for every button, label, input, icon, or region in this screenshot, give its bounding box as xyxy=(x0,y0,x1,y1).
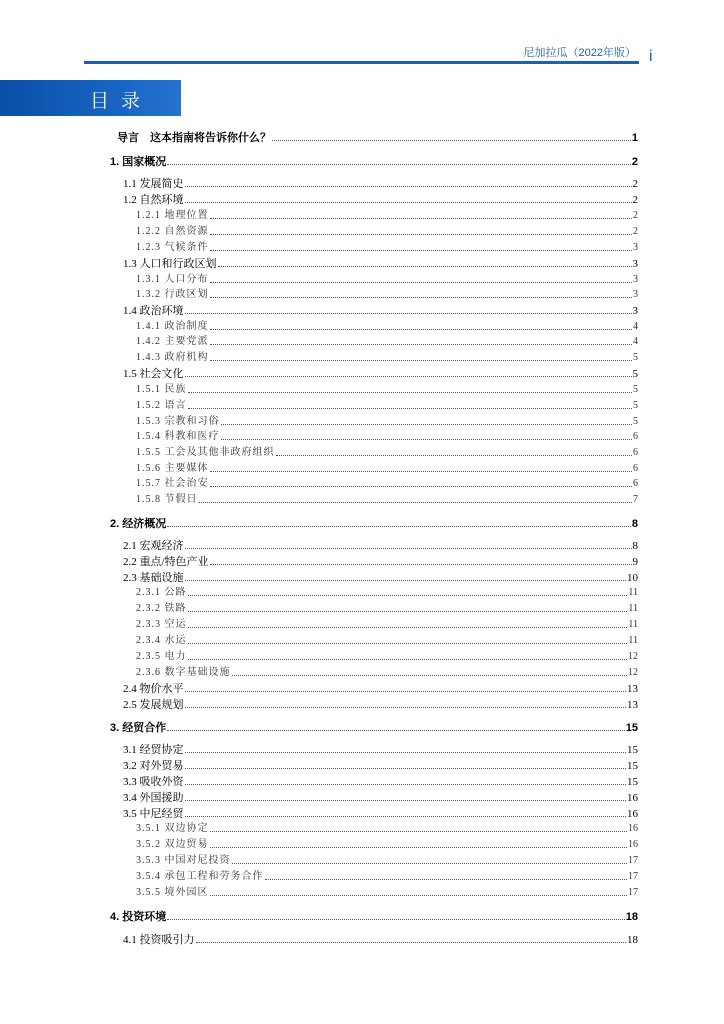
toc-entry[interactable] xyxy=(136,320,638,334)
toc-title: 目 录 xyxy=(90,90,144,112)
toc-dot-leader xyxy=(210,838,628,848)
toc-dot-leader xyxy=(185,571,627,581)
toc-entry-label: 1.5.2 语言 xyxy=(136,400,187,411)
toc-entry-label: 3.5.1 双边协定 xyxy=(136,823,209,834)
toc-entry-label: 2. 经济概况 xyxy=(110,518,167,530)
toc-entry-page: 13 xyxy=(627,699,638,711)
toc-dot-leader xyxy=(210,351,633,361)
toc-entry-page: 10 xyxy=(627,572,638,584)
toc-dot-leader xyxy=(185,193,632,203)
toc-entry-label: 3.4 外国援助 xyxy=(123,792,184,804)
toc-entry-label: 1.5.6 主要媒体 xyxy=(136,463,209,474)
toc-dot-leader xyxy=(210,273,633,283)
toc-entry[interactable] xyxy=(136,650,638,664)
toc-entry[interactable] xyxy=(136,602,638,616)
toc-entry-label: 1. 国家概况 xyxy=(110,156,167,168)
toc-entry[interactable] xyxy=(136,241,638,255)
toc-entry-label: 1.2 自然环境 xyxy=(123,194,184,206)
toc-entry-page: 15 xyxy=(627,776,638,788)
toc-entry-page: 3 xyxy=(632,258,638,270)
toc-dot-leader xyxy=(272,131,631,141)
toc-entry-page: 6 xyxy=(633,478,638,489)
header-divider xyxy=(84,61,639,64)
toc-entry[interactable] xyxy=(123,193,638,207)
toc-dot-leader xyxy=(210,477,633,487)
toc-entry-page: 9 xyxy=(632,556,638,568)
toc-entry-page: 2 xyxy=(632,194,638,206)
toc-entry-page: 4 xyxy=(633,321,638,332)
toc-entry-label: 4. 投资环境 xyxy=(110,911,167,923)
toc-dot-leader xyxy=(210,335,633,345)
toc-entry-page: 12 xyxy=(628,667,638,678)
toc-dot-leader xyxy=(221,415,633,425)
toc-dot-leader xyxy=(265,870,628,880)
toc-entry-label: 2.3.4 水运 xyxy=(136,635,187,646)
toc-dot-leader xyxy=(210,320,633,330)
toc-entry-page: 6 xyxy=(633,447,638,458)
toc-entry-page: 5 xyxy=(633,400,638,411)
toc-entry[interactable] xyxy=(123,682,638,696)
toc-entry[interactable] xyxy=(136,383,638,397)
toc-entry-label: 1.4.2 主要党派 xyxy=(136,336,209,347)
toc-entry-label: 3.1 经贸协定 xyxy=(123,744,184,756)
toc-entry-page: 11 xyxy=(628,635,638,646)
toc-entry-page: 3 xyxy=(632,305,638,317)
toc-entry-label: 1.5.5 工会及其他非政府组织 xyxy=(136,447,275,458)
toc-entry-page: 12 xyxy=(628,651,638,662)
toc-entry-page: 3 xyxy=(633,242,638,253)
toc-entry-page: 4 xyxy=(633,336,638,347)
toc-entry-page: 2 xyxy=(632,178,638,190)
toc-entry-page: 8 xyxy=(631,518,638,530)
toc-dot-leader xyxy=(232,854,628,864)
toc-dot-leader xyxy=(188,618,628,628)
toc-entry-page: 17 xyxy=(628,855,638,866)
toc-entry-label: 3.3 吸收外资 xyxy=(123,776,184,788)
toc-entry-page: 5 xyxy=(633,352,638,363)
toc-dot-leader xyxy=(188,650,628,660)
toc-entry[interactable] xyxy=(136,886,638,900)
toc-entry[interactable] xyxy=(136,225,638,239)
toc-entry[interactable] xyxy=(136,399,638,413)
toc-dot-leader xyxy=(167,517,631,527)
toc-dot-leader xyxy=(199,493,633,503)
toc-dot-leader xyxy=(196,933,627,943)
toc-dot-leader xyxy=(210,462,633,472)
toc-entry[interactable] xyxy=(136,430,638,444)
toc-entry-label: 2.3.1 公路 xyxy=(136,587,187,598)
toc-entry-page: 5 xyxy=(633,416,638,427)
toc-entry[interactable] xyxy=(123,775,638,789)
toc-entry-page: 2 xyxy=(633,210,638,221)
toc-entry-label: 2.3.6 数字基础设施 xyxy=(136,667,231,678)
toc-entry[interactable] xyxy=(136,854,638,868)
toc-entry-label: 1.2.1 地理位置 xyxy=(136,210,209,221)
toc-dot-leader xyxy=(185,304,632,314)
toc-entry-label: 1.5.8 节假日 xyxy=(136,494,198,505)
toc-entry-label: 2.3 基础设施 xyxy=(123,572,184,584)
toc-dot-leader xyxy=(210,886,628,896)
toc-dot-leader xyxy=(218,257,632,267)
toc-entry-label: 1.5.4 科教和医疗 xyxy=(136,431,220,442)
toc-entry[interactable] xyxy=(123,539,638,553)
toc-entry[interactable] xyxy=(123,257,638,271)
toc-dot-leader xyxy=(185,791,627,801)
toc-entry-label: 3.2 对外贸易 xyxy=(123,760,184,772)
toc-entry-label: 3. 经贸合作 xyxy=(110,722,167,734)
toc-entry[interactable] xyxy=(136,493,638,507)
toc-entry-label: 3.5 中尼经贸 xyxy=(123,808,184,820)
toc-entry-page: 8 xyxy=(632,540,638,552)
toc-entry-label: 1.2.3 气候条件 xyxy=(136,242,209,253)
toc-entry-page: 1 xyxy=(631,132,638,144)
toc-entry-page: 5 xyxy=(633,384,638,395)
toc-entry-label: 2.2 重点/特色产业 xyxy=(123,556,209,568)
toc-dot-leader xyxy=(185,539,632,549)
toc-entry[interactable] xyxy=(136,335,638,349)
toc-entry[interactable] xyxy=(136,415,638,429)
toc-entry-label: 1.3.2 行政区划 xyxy=(136,289,209,300)
toc-entry-label: 1.4.1 政治制度 xyxy=(136,321,209,332)
toc-entry[interactable] xyxy=(123,791,638,805)
toc-entry[interactable] xyxy=(136,870,638,884)
toc-entry-page: 11 xyxy=(628,603,638,614)
toc-entry-label: 3.5.3 中国对尼投资 xyxy=(136,855,231,866)
toc-entry-page: 15 xyxy=(627,744,638,756)
toc-entry[interactable] xyxy=(123,555,638,569)
toc-entry-label: 3.5.5 境外园区 xyxy=(136,887,209,898)
toc-entry-page: 7 xyxy=(633,494,638,505)
toc-entry-page: 16 xyxy=(628,839,638,850)
toc-entry-page: 6 xyxy=(633,431,638,442)
toc-entry-page: 2 xyxy=(631,156,638,168)
toc-dot-leader xyxy=(185,759,627,769)
toc-entry[interactable] xyxy=(110,721,638,735)
toc-dot-leader xyxy=(210,241,633,251)
toc-entry[interactable] xyxy=(123,743,638,757)
toc-entry[interactable] xyxy=(136,462,638,476)
toc-entry[interactable] xyxy=(110,517,638,531)
toc-entry-label: 4.1 投资吸引力 xyxy=(123,934,195,946)
toc-dot-leader xyxy=(221,430,633,440)
toc-entry-label: 2.3.3 空运 xyxy=(136,619,187,630)
toc-entry[interactable] xyxy=(136,586,638,600)
toc-entry[interactable] xyxy=(136,351,638,365)
toc-entry[interactable] xyxy=(136,288,638,302)
toc-entry[interactable] xyxy=(123,807,638,821)
toc-entry-page: 3 xyxy=(633,274,638,285)
toc-entry-page: 11 xyxy=(628,619,638,630)
toc-entry-label: 1.5 社会文化 xyxy=(123,368,184,380)
toc-entry[interactable] xyxy=(136,618,638,632)
toc-dot-leader xyxy=(167,910,625,920)
toc-dot-leader xyxy=(185,807,627,817)
toc-entry-label: 导言 这本指南将告诉你什么？ xyxy=(117,132,271,144)
toc-dot-leader xyxy=(188,634,628,644)
toc-dot-leader xyxy=(185,177,632,187)
toc-entry[interactable] xyxy=(136,822,638,836)
toc-entry-label: 1.5.7 社会治安 xyxy=(136,478,209,489)
toc-entry[interactable] xyxy=(110,910,638,924)
toc-dot-leader xyxy=(188,399,633,409)
toc-entry-label: 1.4 政治环境 xyxy=(123,305,184,317)
toc-dot-leader xyxy=(210,555,632,565)
toc-entry[interactable] xyxy=(117,131,638,145)
document-header-title: 尼加拉瓜（2022年版） xyxy=(523,47,636,59)
toc-entry[interactable] xyxy=(136,838,638,852)
toc-entry-label: 1.1 发展简史 xyxy=(123,178,184,190)
toc-entry-page: 13 xyxy=(627,683,638,695)
toc-dot-leader xyxy=(210,209,633,219)
toc-entry-label: 3.5.4 承包工程和劳务合作 xyxy=(136,871,264,882)
toc-entry-label: 2.1 宏观经济 xyxy=(123,540,184,552)
toc-entry-page: 15 xyxy=(625,722,638,734)
toc-entry-page: 2 xyxy=(633,226,638,237)
toc-entry[interactable] xyxy=(110,155,638,169)
toc-entry-page: 6 xyxy=(633,463,638,474)
toc-entry-label: 2.3.2 铁路 xyxy=(136,603,187,614)
toc-dot-leader xyxy=(167,155,631,165)
toc-entry[interactable] xyxy=(136,209,638,223)
toc-entry-label: 2.3.5 电力 xyxy=(136,651,187,662)
toc-dot-leader xyxy=(188,586,628,596)
toc-dot-leader xyxy=(185,775,627,785)
toc-entry[interactable] xyxy=(123,698,638,712)
toc-dot-leader xyxy=(210,822,628,832)
toc-entry-page: 16 xyxy=(627,792,638,804)
toc-entry[interactable] xyxy=(136,273,638,287)
toc-entry-label: 1.2.2 自然资源 xyxy=(136,226,209,237)
toc-entry[interactable] xyxy=(123,571,638,585)
toc-entry-page: 16 xyxy=(627,808,638,820)
toc-entry-page: 15 xyxy=(627,760,638,772)
toc-entry-label: 1.4.3 政府机构 xyxy=(136,352,209,363)
toc-dot-leader xyxy=(210,288,633,298)
toc-entry[interactable] xyxy=(123,304,638,318)
toc-entry[interactable] xyxy=(123,933,638,947)
toc-entry-page: 11 xyxy=(628,587,638,598)
toc-entry[interactable] xyxy=(136,634,638,648)
toc-dot-leader xyxy=(188,602,628,612)
toc-entry-page: 17 xyxy=(628,887,638,898)
toc-entry-page: 5 xyxy=(632,368,638,380)
toc-dot-leader xyxy=(185,743,627,753)
toc-entry-page: 17 xyxy=(628,871,638,882)
toc-entry[interactable] xyxy=(123,177,638,191)
toc-dot-leader xyxy=(185,682,627,692)
toc-dot-leader xyxy=(167,721,625,731)
toc-dot-leader xyxy=(276,446,633,456)
toc-entry-label: 2.5 发展规划 xyxy=(123,699,184,711)
toc-entry-label: 2.4 物价水平 xyxy=(123,683,184,695)
toc-entry-page: 16 xyxy=(628,823,638,834)
toc-entry-label: 1.3 人口和行政区划 xyxy=(123,258,217,270)
toc-dot-leader xyxy=(210,225,633,235)
toc-entry-label: 1.5.3 宗教和习俗 xyxy=(136,416,220,427)
toc-entry-page: 18 xyxy=(627,934,638,946)
toc-entry[interactable] xyxy=(136,666,638,680)
toc-dot-leader xyxy=(185,367,632,377)
page-number: i xyxy=(649,48,653,65)
toc-entry[interactable] xyxy=(136,446,638,460)
toc-dot-leader xyxy=(232,666,628,676)
toc-entry[interactable] xyxy=(123,759,638,773)
toc-entry-label: 1.3.1 人口分布 xyxy=(136,274,209,285)
toc-entry-page: 3 xyxy=(633,289,638,300)
toc-entry[interactable] xyxy=(123,367,638,381)
toc-entry-label: 3.5.2 双边贸易 xyxy=(136,839,209,850)
toc-entry-label: 1.5.1 民族 xyxy=(136,384,187,395)
toc-dot-leader xyxy=(188,383,633,393)
toc-entry[interactable] xyxy=(136,477,638,491)
toc-entry-page: 18 xyxy=(625,911,638,923)
toc-dot-leader xyxy=(185,698,627,708)
